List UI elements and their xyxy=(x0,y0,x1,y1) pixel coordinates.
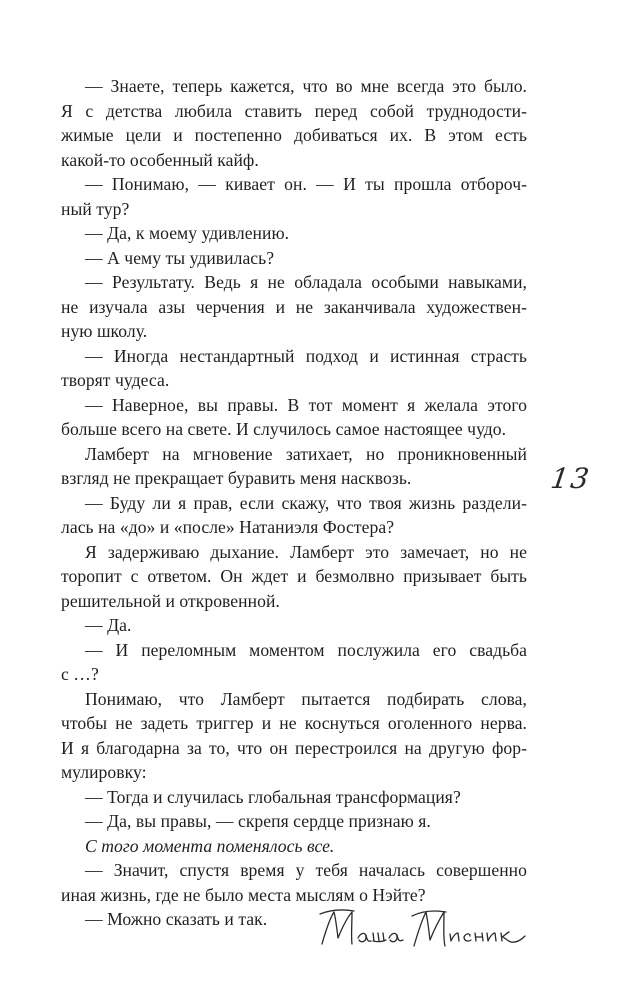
text-line: — Да, вы правы, — скрепя сердце признаю я. xyxy=(85,811,431,831)
page-number: 13 xyxy=(548,462,593,495)
text-line: — Знаете, теперь кажется, что во мне всегда это было. xyxy=(85,76,527,96)
text-line: творят чудеса. xyxy=(61,370,170,390)
text-line: — А чему ты удивилась? xyxy=(85,247,275,268)
author-signature xyxy=(318,900,530,960)
text-line: И я благодарна за то, что он перестроился на другую фор- xyxy=(61,737,527,758)
text-line: ный тур? xyxy=(61,198,130,219)
text-line: — Результату. Ведь я не обладала особыми навыками, xyxy=(85,272,527,292)
text-line: не изучала азы черчения и не заканчивала художествен- xyxy=(61,296,527,317)
text-line: — Да, к моему удивлению. xyxy=(85,223,290,243)
text-line: Я задерживаю дыхание. Ламберт это замечает, но не xyxy=(85,541,527,562)
text-line: Я с детства любила ставить перед собой труднодости- xyxy=(61,100,527,121)
text-line: Ламберт на мгновение затихает, но проникновенный xyxy=(85,443,527,464)
book-page-body xyxy=(61,74,527,932)
text-line: торопит с ответом. Он ждет и безмолвно призывает быть xyxy=(61,566,527,586)
signature-script-icon xyxy=(318,900,530,960)
text-line-italic: С того момента поменялось все. xyxy=(85,835,335,856)
text-line: Понимаю, что Ламберт пытается подбирать слова, xyxy=(85,688,527,709)
text-line: — Наверное, вы правы. В тот момент я желала этого xyxy=(85,394,527,415)
text-line: решительной и откровенной. xyxy=(61,590,280,611)
text-line: лась на «до» и «после» Натаниэля Фостера? xyxy=(61,517,395,537)
text-line: — Иногда нестандартный подход и истинная страсть xyxy=(85,345,527,366)
text-line: чтобы не задеть триггер и не коснуться оголенного нерва. xyxy=(61,713,527,733)
text-line: — Тогда и случилась глобальная трансформация? xyxy=(85,786,461,807)
text-line: мулировку: xyxy=(61,762,147,782)
text-line: — И переломным моментом послужила его свадьба xyxy=(85,639,527,660)
text-line: — Можно сказать и так. xyxy=(85,909,268,929)
text-line: с …? xyxy=(61,664,99,684)
text-line: какой-то особенный кайф. xyxy=(61,149,259,170)
text-line: иная жизнь, где не было места мыслям о Нэйте? xyxy=(61,884,426,905)
text-line: — Понимаю, — кивает он. — И ты прошла отбороч- xyxy=(85,174,527,194)
text-line: — Буду ли я прав, если скажу, что твоя жизнь раздели- xyxy=(85,492,527,513)
text-line: ную школу. xyxy=(61,321,148,341)
text-line: жимые цели и постепенно добиваться их. В этом есть xyxy=(61,125,527,145)
text-line: — Значит, спустя время у тебя началась совершенно xyxy=(85,860,527,880)
text-line: больше всего на свете. И случилось самое настоящее чудо. xyxy=(61,419,507,439)
text-line: взгляд не прекращает буравить меня насквозь. xyxy=(61,468,412,488)
text-line: — Да. xyxy=(85,615,132,635)
